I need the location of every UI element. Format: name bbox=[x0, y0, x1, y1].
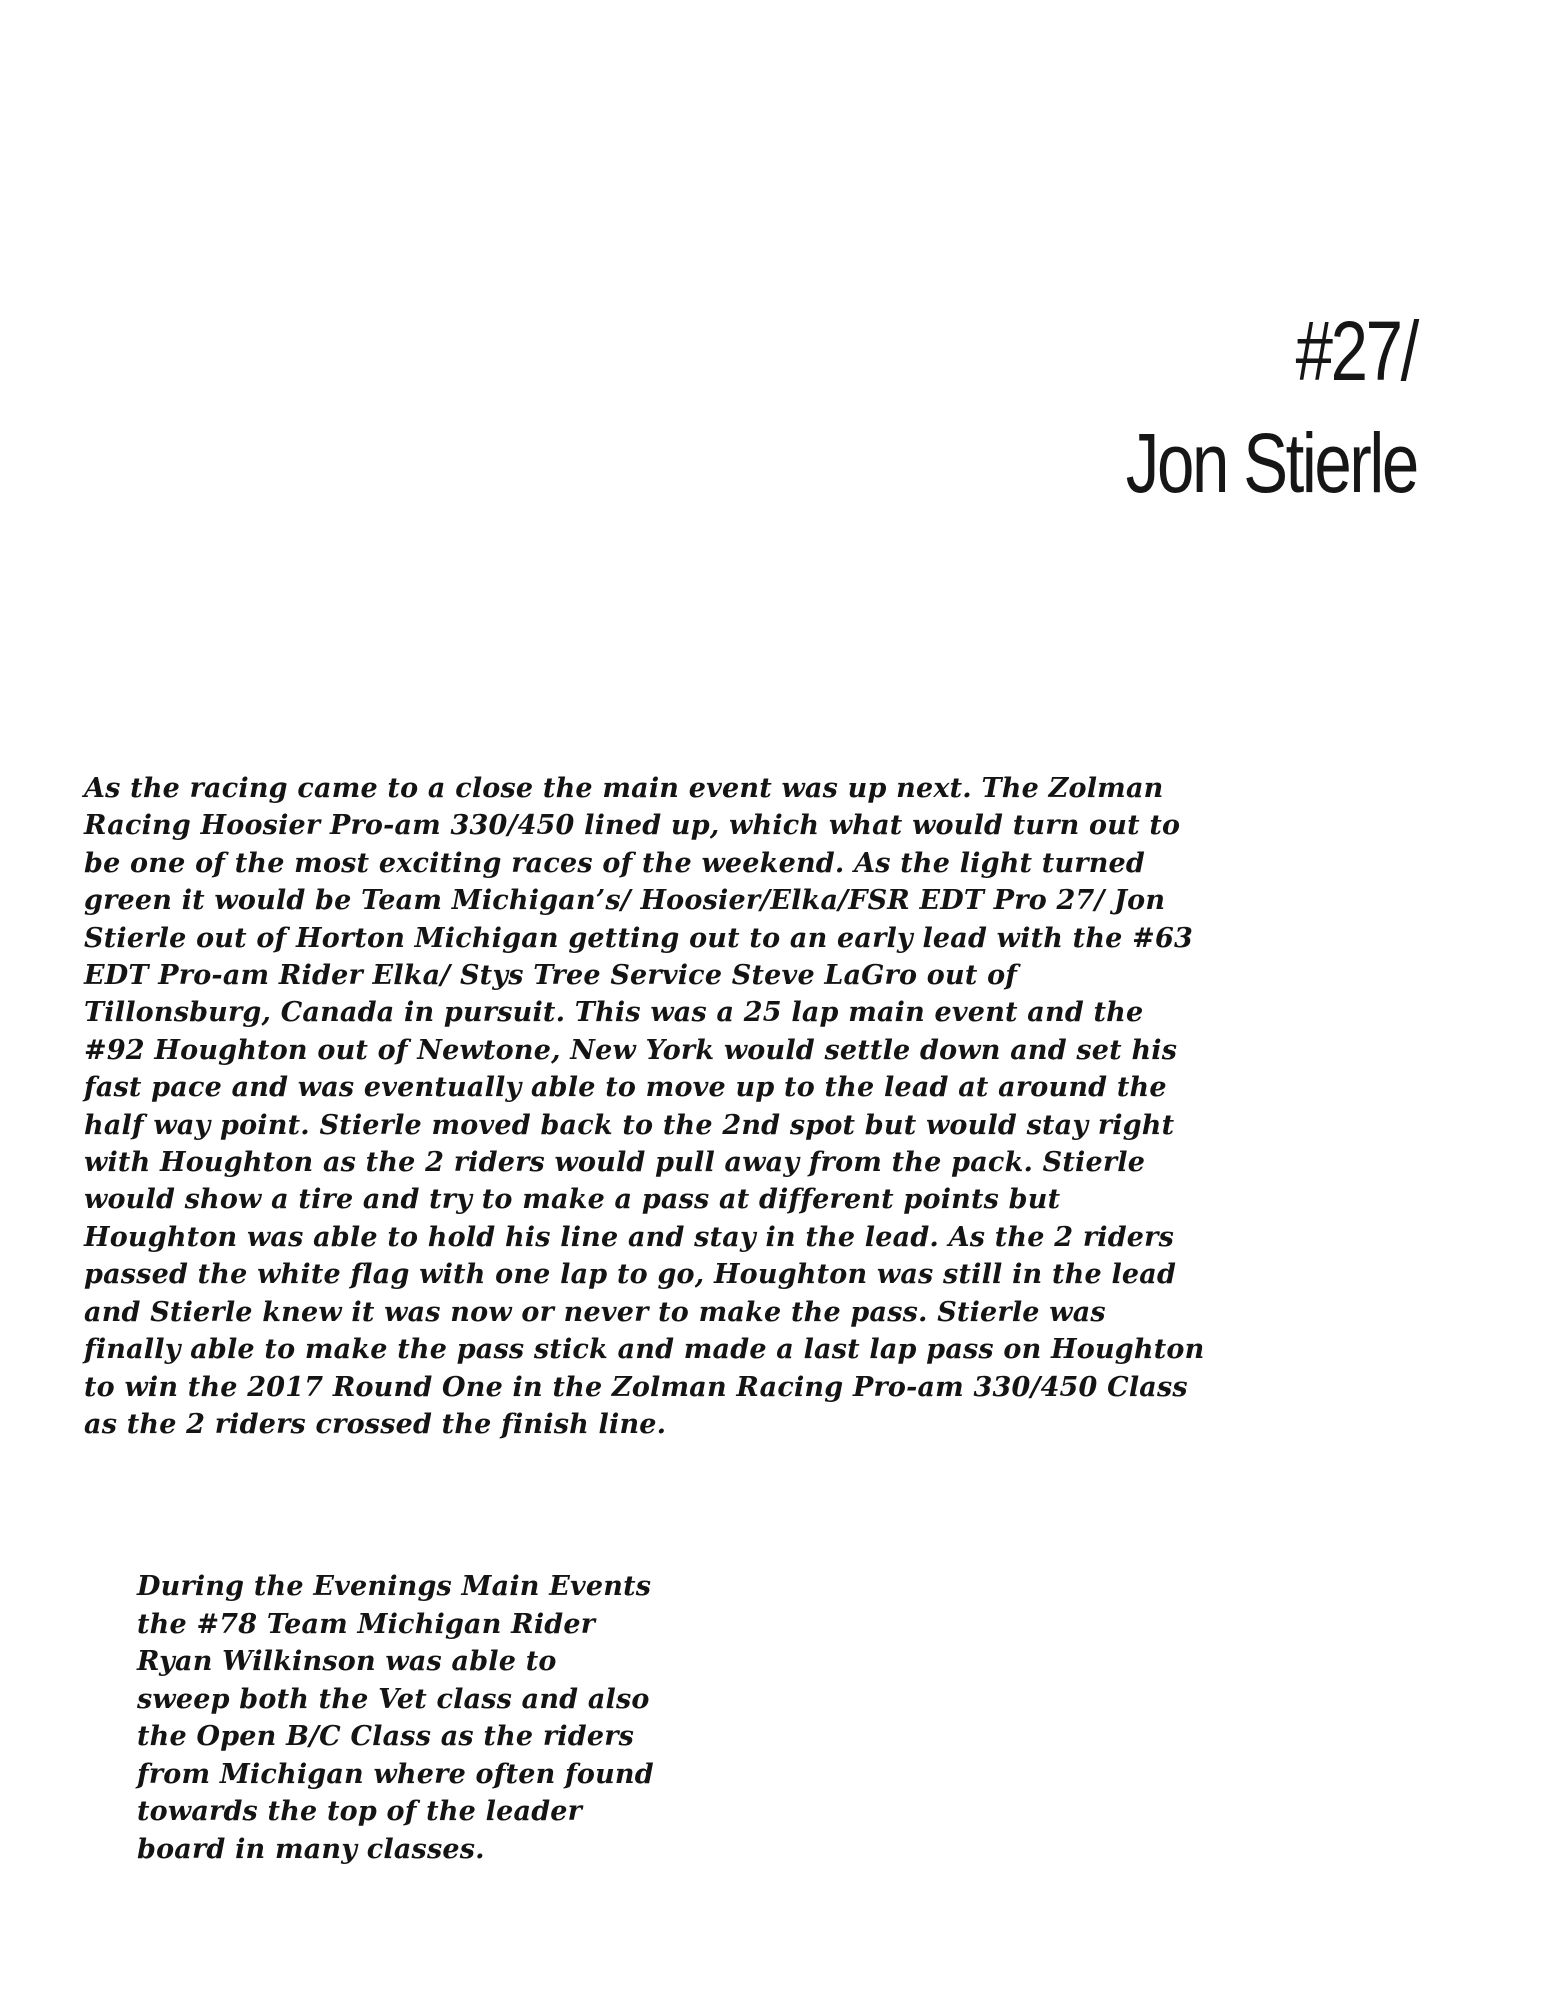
paragraph-line: Stierle out of Horton Michigan getting out to an early lead with the #63 bbox=[84, 922, 1193, 954]
paragraph-line: green it would be Team Michigan’s/ Hoosier/Elka/FSR EDT Pro 27/ Jon bbox=[84, 885, 1166, 917]
paragraph-line: passed the white flag with one lap to go, Houghton was still in the lead bbox=[84, 1259, 1177, 1291]
paragraph-line: Houghton was able to hold his line and stay in the lead. As the 2 riders bbox=[84, 1221, 1174, 1253]
paragraph-line: towards the top of the leader bbox=[137, 1796, 583, 1827]
paragraph-line: fast pace and was eventually able to move up to the lead at around the bbox=[84, 1072, 1167, 1104]
paragraph-line: from Michigan where often found bbox=[137, 1758, 654, 1790]
paragraph-line: Ryan Wilkinson was able to bbox=[137, 1646, 557, 1677]
paragraph-line: the Open B/C Class as the riders bbox=[137, 1721, 635, 1752]
paragraph-line: the #78 Team Michigan Rider bbox=[137, 1608, 596, 1640]
paragraph-line: EDT Pro-am Rider Elka/ Stys Tree Service Steve LaGro out of bbox=[84, 960, 1018, 992]
paragraph-line: and Stierle knew it was now or never to make the pass. Stierle was bbox=[84, 1296, 1106, 1328]
paragraph-line: would show a tire and try to make a pass at different points but bbox=[84, 1184, 1061, 1216]
paragraph-line: Racing Hoosier Pro-am 330/450 lined up, which what would turn out to bbox=[84, 810, 1181, 842]
main-event-paragraph bbox=[84, 770, 1204, 1443]
paragraph-line: sweep both the Vet class and also bbox=[137, 1683, 650, 1715]
evening-events-paragraph bbox=[137, 1568, 654, 1868]
paragraph-line: as the 2 riders crossed the finish line. bbox=[84, 1408, 667, 1440]
paragraph-line: to win the 2017 Round One in the Zolman Racing Pro-am 330/450 Class bbox=[84, 1371, 1188, 1403]
paragraph-line: finally able to make the pass stick and made a last lap pass on Houghton bbox=[84, 1334, 1205, 1366]
paragraph-line: Tillonsburg, Canada in pursuit. This was a 25 lap main event and the bbox=[84, 997, 1144, 1029]
rider-caption bbox=[1126, 295, 1417, 519]
paragraph-line: As the racing came to a close the main event was up next. The Zolman bbox=[84, 773, 1164, 804]
paragraph-line: with Houghton as the 2 riders would pull away from the pack. Stierle bbox=[84, 1147, 1146, 1179]
paragraph-line: board in many classes. bbox=[137, 1833, 485, 1865]
paragraph-line: #92 Houghton out of Newtone, New York would settle down and set his bbox=[84, 1034, 1178, 1066]
paragraph-line: half way point. Stierle moved back to the 2nd spot but would stay right bbox=[84, 1109, 1175, 1141]
rider-name: Jon Stierle bbox=[1125, 416, 1417, 510]
rider-number: #27/ bbox=[1295, 304, 1417, 398]
paragraph-line: be one of the most exciting races of the weekend. As the light turned bbox=[84, 847, 1146, 879]
paragraph-line: During the Evenings Main Events bbox=[137, 1571, 652, 1602]
